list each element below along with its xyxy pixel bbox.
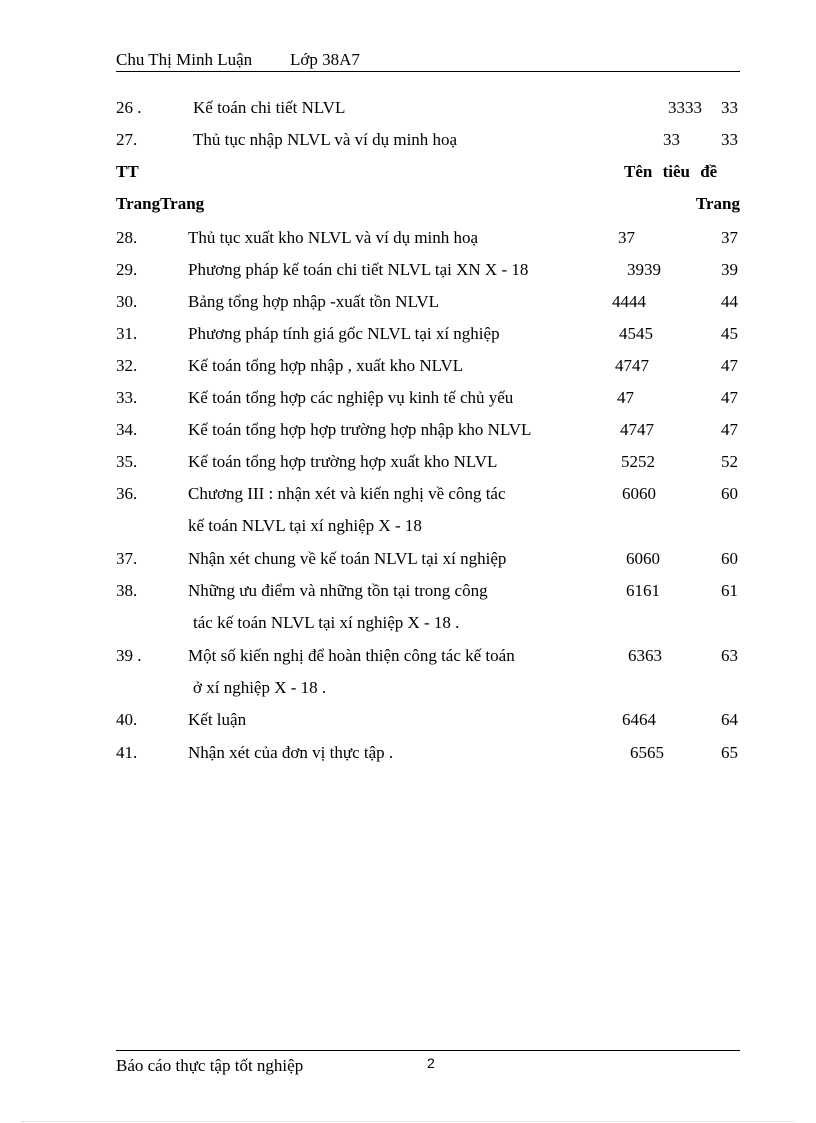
- row-title: Phương pháp kế toán chi tiết NLVL tại XN X - 18: [188, 260, 529, 279]
- row-page: 37: [721, 228, 738, 247]
- row-number: 39 .: [116, 646, 142, 665]
- row-number: 36.: [116, 484, 138, 503]
- entry-title: Thủ tục nhập NLVL và ví dụ minh hoạ: [193, 130, 458, 149]
- row-title: Kế toán tổng hợp các nghiệp vụ kinh tế chủ yếu: [188, 388, 514, 407]
- row-page-raw: 47: [617, 388, 634, 407]
- row-number: 34.: [116, 420, 138, 439]
- row-page: 44: [721, 292, 738, 311]
- row-title: Thủ tục xuất kho NLVL và ví dụ minh hoạ: [188, 228, 479, 247]
- row-number: 35.: [116, 452, 138, 471]
- row-page-raw: 6464: [622, 710, 656, 729]
- row-title: Một số kiến nghị để hoàn thiện công tác kế toán: [188, 646, 515, 665]
- row-page: 63: [721, 646, 738, 665]
- row-number: 38.: [116, 581, 138, 600]
- row-title: Chương III : nhận xét và kiến nghị về công tác: [188, 484, 506, 503]
- row-page-raw: 6060: [622, 484, 656, 503]
- row-title: Kế toán tổng hợp trường hợp xuất kho NLVL: [188, 452, 498, 471]
- row-page: 47: [721, 420, 738, 439]
- row-title: Phương pháp tính giá gốc NLVL tại xí nghiệp: [188, 324, 500, 343]
- header-author: Chu Thị Minh Luận: [116, 50, 253, 69]
- row-page-raw: 6565: [630, 743, 664, 762]
- row-page: 64: [721, 710, 738, 729]
- row-page: 61: [721, 581, 738, 600]
- row-number: 37.: [116, 549, 138, 568]
- row-title: Bảng tổng hợp nhập -xuất tồn NLVL: [188, 292, 440, 311]
- row-page: 60: [721, 549, 738, 568]
- row-number: 41.: [116, 743, 138, 762]
- column-header-trang-right: Trang: [695, 194, 740, 213]
- row-title-continuation: ở xí nghiệp X - 18 .: [193, 678, 327, 697]
- row-page-raw: 4747: [620, 420, 654, 439]
- column-header-tt: TT: [116, 162, 139, 181]
- entry-title: Kế toán chi tiết NLVL: [193, 98, 346, 117]
- row-title: Kế toán tổng hợp hợp trường hợp nhập kho NLVL: [188, 420, 532, 439]
- row-number: 32.: [116, 356, 138, 375]
- row-title: Nhận xét chung về kế toán NLVL tại xí nghiệp: [188, 549, 507, 568]
- row-title: Nhận xét của đơn vị thực tập .: [188, 743, 394, 762]
- row-page-raw: 3939: [627, 260, 661, 279]
- row-page-raw: 6363: [628, 646, 662, 665]
- footer-report-title: Báo cáo thực tập tốt nghiệp: [116, 1056, 304, 1075]
- row-page: 47: [721, 388, 738, 407]
- row-number: 29.: [116, 260, 138, 279]
- header-class: Lớp 38A7: [290, 50, 360, 69]
- page-number: 2: [427, 1055, 435, 1071]
- row-title: Những ưu điểm và những tồn tại trong công: [188, 581, 488, 600]
- row-page: 52: [721, 452, 738, 471]
- row-page-raw: 4444: [612, 292, 646, 311]
- row-title: Kế toán tổng hợp nhập , xuất kho NLVL: [188, 356, 464, 375]
- column-header-trang-left: TrangTrang: [116, 194, 205, 213]
- entry-page-raw: 33: [663, 130, 680, 149]
- column-header-title: Tên tiêu đề: [624, 162, 718, 181]
- row-page-raw: 4545: [619, 324, 653, 343]
- row-number: 28.: [116, 228, 138, 247]
- header-rule: [116, 71, 740, 72]
- row-number: 30.: [116, 292, 138, 311]
- row-title: Kết luận: [188, 710, 247, 729]
- row-page-raw: 37: [618, 228, 635, 247]
- row-number: 33.: [116, 388, 138, 407]
- entry-page: 33: [721, 98, 738, 117]
- row-page-raw: 5252: [621, 452, 655, 471]
- row-page-raw: 4747: [615, 356, 649, 375]
- row-number: 40.: [116, 710, 138, 729]
- row-title-continuation: tác kế toán NLVL tại xí nghiệp X - 18 .: [193, 613, 460, 632]
- footer-rule: [116, 1050, 740, 1051]
- entry-number: 26 .: [116, 98, 142, 117]
- row-page-raw: 6060: [626, 549, 660, 568]
- entry-number: 27.: [116, 130, 138, 149]
- row-page: 60: [721, 484, 738, 503]
- row-page: 47: [721, 356, 738, 375]
- row-page: 65: [721, 743, 738, 762]
- row-title-continuation: kế toán NLVL tại xí nghiệp X - 18: [188, 516, 422, 535]
- entry-page-raw: 3333: [668, 98, 702, 117]
- entry-page: 33: [721, 130, 738, 149]
- row-number: 31.: [116, 324, 138, 343]
- row-page-raw: 6161: [626, 581, 660, 600]
- page-bottom-border: [22, 1121, 794, 1122]
- row-page: 39: [721, 260, 738, 279]
- row-page: 45: [721, 324, 738, 343]
